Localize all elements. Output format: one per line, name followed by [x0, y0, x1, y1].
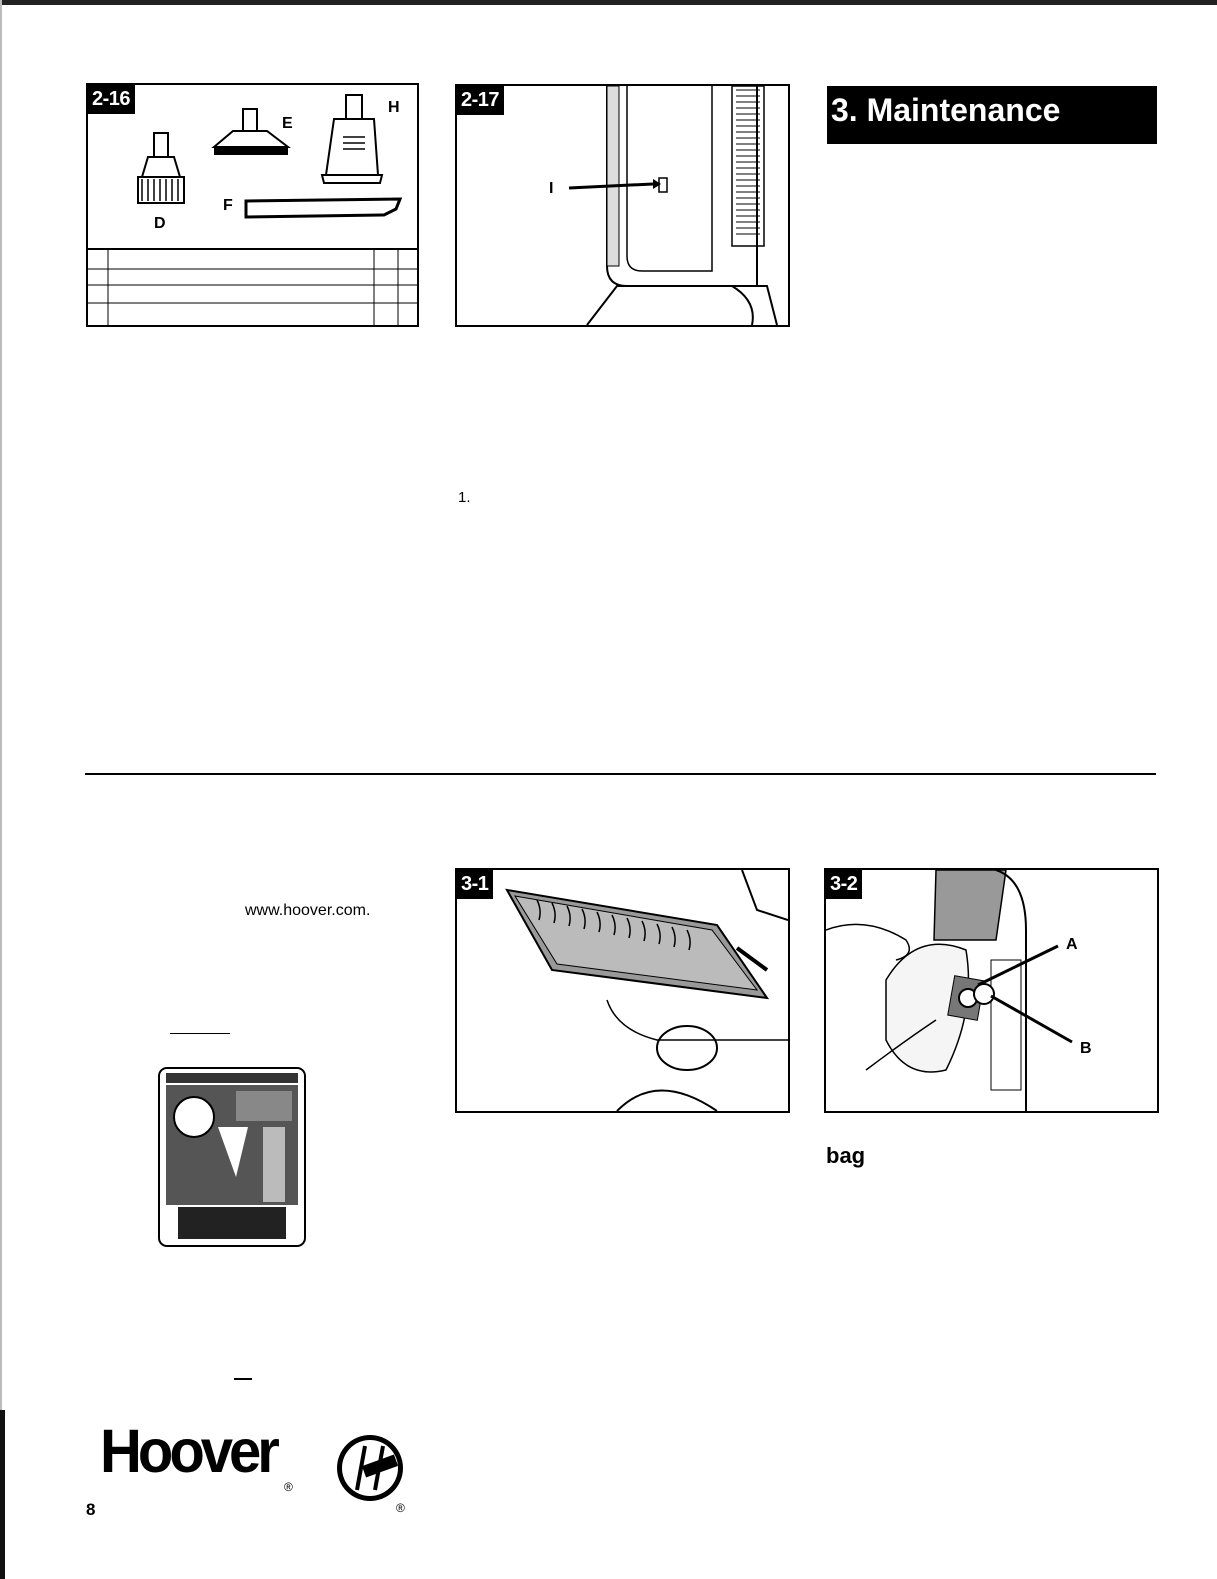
figure-label: 2-17 — [457, 86, 504, 115]
bag-package-drawing — [158, 1067, 306, 1247]
part-label-f: F — [223, 197, 233, 214]
page-number: 8 — [86, 1500, 96, 1519]
figure-label: 3-2 — [826, 870, 862, 899]
left-scan-edge — [0, 0, 2, 1579]
upholstery-tool-icon — [214, 109, 288, 155]
figure-3-2 — [824, 868, 1159, 1113]
step-number: 1. — [458, 489, 471, 506]
section-heading: 3. Maintenance — [827, 86, 1157, 144]
callout-b: B — [1080, 1040, 1092, 1057]
dusting-brush-icon — [138, 133, 184, 203]
registered-mark-seal: ® — [396, 1501, 405, 1515]
attachments-illustration — [88, 85, 417, 325]
turbo-tool-icon — [322, 95, 382, 183]
figure-label: 3-1 — [457, 870, 493, 899]
registered-mark: ® — [284, 1480, 293, 1494]
part-label-e: E — [282, 115, 293, 132]
figure-2-17 — [455, 84, 790, 327]
website-link[interactable]: www.hoover.com. — [245, 902, 371, 919]
bag-door-illustration — [457, 870, 788, 1111]
bag-heading-fragment: bag — [826, 1143, 866, 1168]
part-label-d: D — [154, 215, 166, 232]
figure-3-1 — [455, 868, 790, 1113]
dash-mark — [234, 1378, 252, 1380]
part-table-lines — [88, 249, 417, 325]
figure-label: 2-16 — [88, 85, 135, 114]
callout-a: A — [1066, 936, 1078, 953]
hoover-seal-icon — [335, 1432, 407, 1512]
crevice-tool-icon — [246, 199, 400, 217]
bag-package-image — [158, 1067, 306, 1247]
underline-mark — [170, 1033, 230, 1034]
pointer-label-i: I — [549, 180, 554, 197]
part-label-h: H — [388, 99, 400, 116]
left-scan-edge-dark — [0, 1410, 5, 1579]
section-divider — [85, 773, 1156, 775]
cleaner-upright-illustration — [457, 86, 788, 325]
figure-2-16 — [86, 83, 419, 327]
hoover-wordmark: Hoover — [100, 1417, 276, 1486]
top-border — [0, 0, 1217, 5]
bag-removal-illustration — [826, 870, 1157, 1111]
